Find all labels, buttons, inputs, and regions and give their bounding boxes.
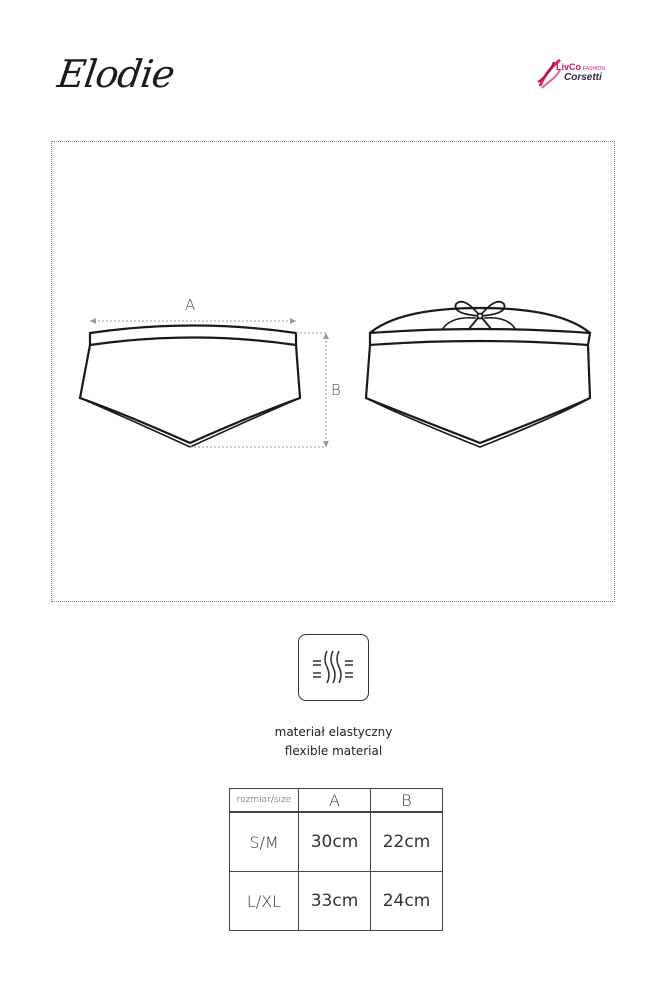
brand-name-line2: Corsetti [564, 72, 602, 83]
size-cell: S/M [230, 813, 299, 872]
dimension-a-label: A [185, 296, 196, 314]
size-cell: L/XL [230, 872, 299, 931]
dimension-a-arrows [90, 318, 296, 324]
value-cell-a: 30cm [299, 813, 371, 872]
table-row [230, 813, 443, 872]
front-view [80, 326, 300, 448]
material-label-pl: materiał elastyczny [274, 725, 393, 739]
size-table [229, 788, 443, 931]
garment-technical-drawing [60, 280, 620, 470]
back-view [366, 308, 590, 447]
value-cell-a: 33cm [299, 872, 371, 931]
size-table-header [230, 789, 443, 812]
dimension-b-label: B [331, 381, 341, 399]
value-cell-b: 24cm [371, 872, 443, 931]
brand-logo [536, 56, 626, 96]
material-label-en: flexible material [284, 744, 383, 758]
value-cell-b: 22cm [371, 813, 443, 872]
column-header-b: B [371, 789, 443, 812]
stretch-material-icon [298, 634, 369, 701]
brand-name-line1: LivCo FASHION [556, 62, 605, 72]
product-name-logo: Elodie [54, 52, 177, 96]
dimension-b-line [190, 333, 326, 447]
column-header-a: A [299, 789, 371, 812]
size-table-corner: rozmiar/size [230, 789, 299, 812]
bow-icon [456, 302, 505, 330]
table-row [230, 872, 443, 931]
